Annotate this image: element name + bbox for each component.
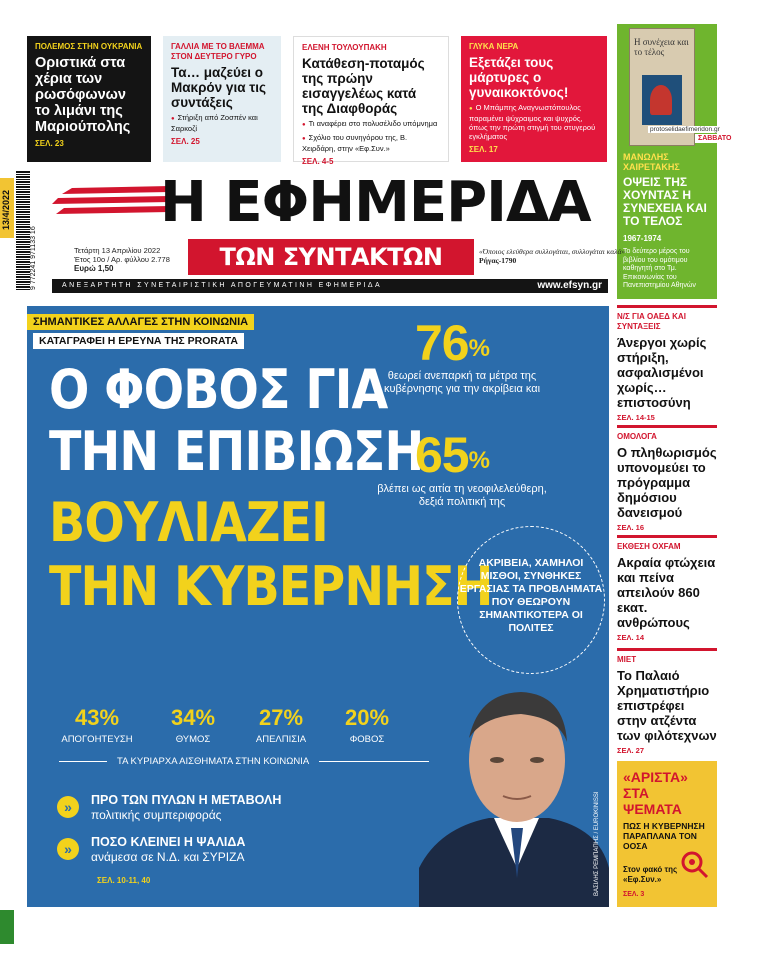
masthead-name: Η ΕΦΗΜΕΡΙΔΑ <box>160 170 591 235</box>
teaser-glyka-nera[interactable] <box>461 36 607 162</box>
barcode <box>16 170 30 290</box>
promo-title: ΟΨΕΙΣ ΤΗΣ ΧΟΥΝΤΑΣ Η ΣΥΝΕΧΕΙΑ ΚΑΙ ΤΟ ΤΕΛΟΣ <box>623 175 707 228</box>
issue-number: Έτος 10ο / Αρ. φύλλου 2.778 <box>74 255 170 264</box>
bullet-title: ΠΡΟ ΤΩΝ ΠΥΛΩΝ Η ΜΕΤΑΒΟΛΗ <box>91 793 282 807</box>
teaser-bullet: ● Τι αναφέρει στο πολυσέλιδο υπόμνημα <box>302 119 440 130</box>
promo-author: ΜΑΝΩΛΗΣ ΧΑΙΡΕΤΑΚΗΣ <box>623 152 680 172</box>
chevron-right-icon: » <box>57 796 79 818</box>
story-kicker: ΕΚΘΕΣΗ OXFAM <box>617 542 681 551</box>
story-title: Άνεργοι χωρίς στήριξη, ασφαλισμένοι χωρίς… επιστοσύνη <box>617 335 707 410</box>
story-kicker: Ν/Σ ΓΙΑ ΟΑΕΔ ΚΑΙ ΣΥΝΤΑΞΕΙΣ <box>617 312 686 331</box>
green-side-tab <box>0 910 14 944</box>
teaser-bullet: ● Ο Μπάμπης Αναγνωστόπουλος παραμένει ψύχραιμος και ψυχρός, όπως την πρώτη στιγμή του στυγερού εγκλήματος <box>469 103 599 141</box>
politician-photo <box>399 678 609 907</box>
feeling-pct: 27% <box>258 705 304 730</box>
headline-line: Ο ΦΟΒΟΣ ΓΙΑ <box>49 358 388 421</box>
bullet-title: ΠΟΣΟ ΚΛΕΙΝΕΙ Η ΨΑΛΙΔΑ <box>91 835 246 849</box>
masthead-subname: ΤΩΝ ΣΥΝΤΑΚΤΩΝ <box>188 239 474 275</box>
chevron-right-icon: » <box>57 838 79 860</box>
story-divider <box>617 305 717 308</box>
feature-subtitle: ΠΩΣ Η ΚΥΒΕΡΝΗΣΗ ΠΑΡΑΠΛΑΝΑ ΤΟΝ ΟΟΣΑ <box>623 821 705 851</box>
right-story-bonds[interactable] <box>617 432 717 532</box>
site-link[interactable]: www.efsyn.gr <box>537 280 602 291</box>
masthead-logo[interactable] <box>52 172 608 234</box>
teaser-page: ΣΕΛ. 4-5 <box>302 157 334 166</box>
stat-76: 76% <box>415 315 489 371</box>
teaser-page: ΣΕΛ. 23 <box>35 139 64 148</box>
issue-price: Ευρώ 1,50 <box>74 264 114 273</box>
teaser-page: ΣΕΛ. 17 <box>469 145 498 154</box>
speed-lines-icon <box>52 184 172 220</box>
teaser-kicker: ΓΑΛΛΙΑ ΜΕ ΤΟ ΒΛΕΜΜΑ ΣΤΟΝ ΔΕΥΤΕΡΟ ΓΥΡΟ <box>171 42 265 61</box>
feature-folder: Στον φακό της «Εφ.Συν.» <box>623 865 678 884</box>
feeling-pct: 43% <box>74 705 120 730</box>
feeling-label: ΘΥΜΟΣ <box>175 734 211 745</box>
stat-65-text: βλέπει ως αιτία τη νεοφιλελεύθερη, δεξιά πολιτική της <box>377 483 547 508</box>
teaser-france[interactable] <box>163 36 281 162</box>
ariste-feature[interactable] <box>617 761 717 907</box>
headline-line: ΒΟΥΛΙΑΖΕΙ <box>49 491 328 554</box>
stat-76-text: θεωρεί ανεπαρκή τα μέτρα της κυβέρνησης για την ακρίβεια και <box>383 370 541 395</box>
teaser-title: Τα… μαζεύει ο Μακρόν για τις συντάξεις <box>171 65 267 110</box>
story-page: ΣΕΛ. 27 <box>617 746 645 755</box>
story-divider <box>617 535 717 538</box>
teaser-title: Οριστικά στα χέρια των ρωσόφωνων το λιμάνι της Μαριούπολης <box>35 55 131 135</box>
main-page-ref: ΣΕΛ. 10-11, 40 <box>97 876 151 885</box>
bullet-subtitle: πολιτικής συμπεριφοράς <box>91 808 222 822</box>
story-title: Το Παλαιό Χρηματιστήριο επιστρέφει στην ατζέντα των φιλότεχνων <box>617 668 717 743</box>
bullet-subtitle: ανάμεσα σε Ν.Δ. και ΣΥΡΙΖΑ <box>91 850 245 864</box>
teaser-title: Κατάθεση-ποταμός της πρώην εισαγγελέως κατά της Διαφθοράς <box>302 56 425 116</box>
main-story[interactable] <box>27 306 609 907</box>
headline-line: ΤΗΝ ΚΥΒΕΡΝΗΣΗ <box>49 555 493 618</box>
book-promo[interactable] <box>617 24 732 299</box>
right-story-oxfam[interactable] <box>617 542 717 642</box>
teaser-ukraine[interactable] <box>27 36 151 162</box>
feature-quote: «ΑΡΙΣΤΑ» <box>623 769 688 785</box>
issue-date: Τετάρτη 13 Απριλίου 2022 <box>74 246 161 255</box>
teaser-bullet: ● Σχόλιο του συνηγόρου της, Β. Χειρδάρη, στην «Εφ.Συν.» <box>302 133 440 153</box>
story-kicker: ΜΙΕΤ <box>617 655 637 664</box>
feeling-label: ΑΠΟΓΟΗΤΕΥΣΗ <box>61 734 133 745</box>
story-page: ΣΕΛ. 16 <box>617 523 645 532</box>
photo-credit: ΒΑΣΙΛΗΣ ΡΕΜΠΑΠΗΣ / EUROKINISSI <box>594 791 600 896</box>
date-tab-label: 13/4/2022 <box>1 189 11 230</box>
feeling-pct: 34% <box>170 705 216 730</box>
story-title: Ακραία φτώχεια και πείνα απειλούν 860 εκατ. ανθρώπους <box>617 555 716 630</box>
story-divider <box>617 648 717 651</box>
motto-author: Ρήγας-1790 <box>479 256 517 265</box>
date-tab <box>0 178 14 238</box>
teaser-kicker: ΕΛΕΝΗ ΤΟΥΛΟΥΠΑΚΗ <box>302 43 387 52</box>
teaser-kicker: ΓΛΥΚΑ ΝΕΡΑ <box>469 42 519 51</box>
story-title: Ο πληθωρισμός υπονομεύει το πρόγραμμα δημόσιου δανεισμού <box>617 445 717 520</box>
teaser-kicker: ΠΟΛΕΜΟΣ ΣΤΗΝ ΟΥΚΡΑΝΙΑ <box>35 42 143 51</box>
motto-text: «Όποιος ελεύθερα συλλογάται, συλλογάται καλά» <box>479 247 626 256</box>
tagline-text: ΑΝΕΞΑΡΤΗΤΗ ΣΥΝΕΤΑΙΡΙΣΤΙΚΗ ΑΠΟΓΕΥΜΑΤΙΝΗ ΕΦΗΜΕΡΙΔΑ <box>62 282 383 289</box>
problems-circle: ΑΚΡΙΒΕΙΑ, ΧΑΜΗΛΟΙ ΜΙΣΘΟΙ, ΣΥΝΘΗΚΕΣ ΕΡΓΑΣΙΑΣ ΤΑ ΠΡΟΒΛΗΜΑΤΑ ΠΟΥ ΘΕΩΡΟΥΝ ΣΗΜΑΝΤΙΚΟΤΕΡΑ ΟΙ ΠΟΛΙΤΕΣ <box>457 526 605 674</box>
promo-day-badge: ΣΑΒΒΑΤΟ <box>695 134 734 143</box>
stat-value: 76 <box>415 315 469 371</box>
story-page: ΣΕΛ. 14 <box>617 633 645 642</box>
story-kicker: ΟΜΟΛΟΓΑ <box>617 432 657 441</box>
teaser-page: ΣΕΛ. 25 <box>171 137 200 146</box>
promo-years: 1967-1974 <box>623 234 662 243</box>
feeling-pct: 20% <box>344 705 390 730</box>
main-kicker: ΣΗΜΑΝΤΙΚΕΣ ΑΛΛΑΓΕΣ ΣΤΗΝ ΚΟΙΝΩΝΙΑ <box>27 314 254 330</box>
tagline-bar <box>52 279 608 293</box>
barcode-number: 9 772241 971133 16 <box>30 226 37 290</box>
promo-description: Το δεύτερο μέρος του βιβλίου του ομότιμου καθηγητή στο Τμ. Επικοινωνίας του Πανεπιστημίου Αθηνών <box>623 248 696 289</box>
feeling-label: ΑΠΕΛΠΙΣΙΑ <box>255 734 307 745</box>
stat-65: 65% <box>415 427 489 483</box>
right-story-oaed[interactable] <box>617 312 717 422</box>
book-cover-art <box>642 75 682 125</box>
story-divider <box>617 425 717 428</box>
feelings-caption: ΤΑ ΚΥΡΙΑΡΧΑ ΑΙΣΘΗΜΑΤΑ ΣΤΗΝ ΚΟΙΝΩΝΙΑ <box>107 756 319 767</box>
feature-page: ΣΕΛ. 3 <box>623 891 645 898</box>
book-cover-title: Η συνέχεια και το τέλος <box>634 37 689 57</box>
feature-title: ΣΤΑ ΨΕΜΑΤΑ <box>623 785 682 817</box>
main-subkicker: ΚΑΤΑΓΡΑΦΕΙ Η ΕΡΕΥΝΑ ΤΗΣ PRORATA <box>33 333 244 349</box>
story-page: ΣΕΛ. 14-15 <box>617 413 655 422</box>
stat-value: 65 <box>415 427 469 483</box>
watermark-site: protoselidaefimeridon.gr <box>650 126 720 133</box>
teaser-touloupaki[interactable] <box>293 36 449 166</box>
teaser-title: Εξετάζει τους μάρτυρες ο γυναικοκτόνος! <box>469 55 569 100</box>
headline-line: ΤΗΝ ΕΠΙΒΙΩΣΗ <box>49 420 424 483</box>
issue-meta <box>74 246 170 273</box>
right-story-miet[interactable] <box>617 655 717 755</box>
feeling-label: ΦΟΒΟΣ <box>349 734 385 745</box>
teaser-bullet: ● Στήριξη από Ζοσπέν και Σαρκοζί <box>171 113 273 133</box>
masthead-motto <box>479 247 625 265</box>
